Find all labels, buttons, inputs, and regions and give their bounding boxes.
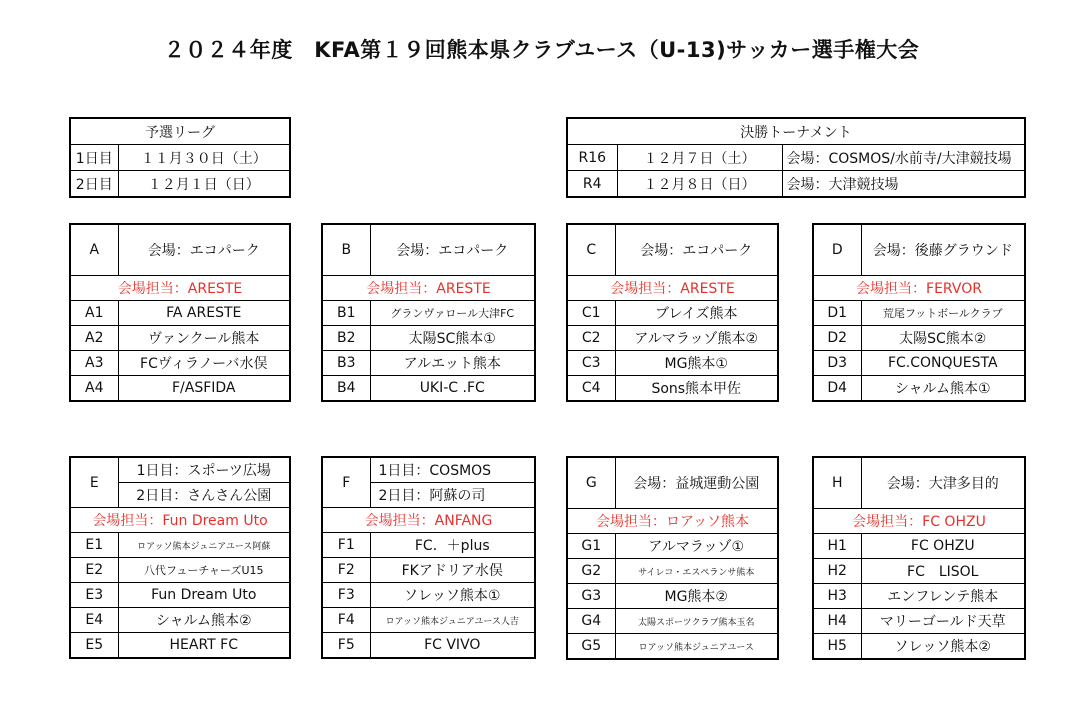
- venue-manager: 会場担当：ARESTE: [322, 276, 535, 301]
- team-code: E4: [70, 608, 118, 633]
- group-venue: 会場：エコパーク: [370, 224, 535, 276]
- round-venue: 会場：大津競技場: [782, 171, 1025, 198]
- group-venue-day2: 2日目：さんさん公園: [118, 483, 290, 508]
- team-code: G4: [567, 609, 615, 634]
- team-name: 太陽スポーツクラブ熊本玉名: [615, 609, 778, 634]
- group-a-table: [69, 223, 291, 402]
- group-letter: H: [813, 457, 861, 509]
- team-name: エンフレンテ熊本: [861, 584, 1025, 609]
- group-c-table: [566, 223, 779, 402]
- team-name: ロアッソ熊本ジュニアユース阿蘇: [118, 533, 290, 558]
- team-code: D2: [813, 326, 861, 351]
- team-name: FCヴィラノーバ水俣: [118, 351, 290, 376]
- venue-manager: 会場担当：ARESTE: [70, 276, 290, 301]
- group-letter: B: [322, 224, 370, 276]
- team-name: アルマラッゾ①: [615, 534, 778, 559]
- team-name: アルマラッゾ熊本②: [615, 326, 778, 351]
- team-name: FC．＋plus: [370, 533, 535, 558]
- group-letter: F: [322, 457, 370, 508]
- team-name: FC OHZU: [861, 534, 1025, 559]
- qualifying-header: 予選リーグ: [70, 118, 290, 145]
- venue-manager: 会場担当：ARESTE: [567, 276, 778, 301]
- group-venue: 会場：エコパーク: [118, 224, 290, 276]
- team-code: C4: [567, 376, 615, 402]
- venue-manager: 会場担当：ANFANG: [322, 508, 535, 533]
- team-code: F5: [322, 633, 370, 659]
- team-code: A4: [70, 376, 118, 402]
- team-name: F/ASFIDA: [118, 376, 290, 402]
- team-code: H4: [813, 609, 861, 634]
- team-code: B2: [322, 326, 370, 351]
- venue-manager: 会場担当：ロアッソ熊本: [567, 509, 778, 534]
- team-code: E3: [70, 583, 118, 608]
- venue-manager: 会場担当：FC OHZU: [813, 509, 1025, 534]
- qualifying-schedule-table: [69, 117, 291, 198]
- team-code: F2: [322, 558, 370, 583]
- team-code: D4: [813, 376, 861, 402]
- day-label: 2日目: [70, 171, 118, 198]
- team-name: ブレイズ熊本: [615, 301, 778, 326]
- final-schedule-table: [566, 117, 1026, 198]
- group-f-table: [321, 456, 536, 659]
- team-name: Fun Dream Uto: [118, 583, 290, 608]
- team-name: 太陽SC熊本②: [861, 326, 1025, 351]
- team-name: サイレコ・エスペランサ熊本: [615, 559, 778, 584]
- round-date: １２月８日（日）: [617, 171, 782, 198]
- team-code: E5: [70, 633, 118, 659]
- team-code: A1: [70, 301, 118, 326]
- team-name: MG熊本②: [615, 584, 778, 609]
- team-name: FA ARESTE: [118, 301, 290, 326]
- team-name: FC.CONQUESTA: [861, 351, 1025, 376]
- team-name: MG熊本①: [615, 351, 778, 376]
- day-date: １１月３０日（土）: [118, 145, 290, 171]
- group-venue: 会場：後藤グラウンド: [861, 224, 1025, 276]
- team-name: UKI-C .FC: [370, 376, 535, 402]
- group-letter: E: [70, 457, 118, 508]
- team-name: シャルム熊本①: [861, 376, 1025, 402]
- group-venue: 会場：エコパーク: [615, 224, 778, 276]
- group-letter: A: [70, 224, 118, 276]
- team-name: マリーゴールド天草: [861, 609, 1025, 634]
- group-d-table: [812, 223, 1026, 402]
- group-letter: D: [813, 224, 861, 276]
- team-code: C2: [567, 326, 615, 351]
- group-venue: 会場：大津多目的: [861, 457, 1025, 509]
- group-venue-day2: 2日目：阿蘇の司: [370, 483, 535, 508]
- round-venue: 会場：COSMOS/水前寺/大津競技場: [782, 145, 1025, 171]
- team-code: H3: [813, 584, 861, 609]
- team-name: シャルム熊本②: [118, 608, 290, 633]
- round-label: R16: [567, 145, 617, 171]
- group-h-table: [812, 456, 1026, 660]
- team-code: F3: [322, 583, 370, 608]
- team-name: FC VIVO: [370, 633, 535, 659]
- team-name: ソレッソ熊本②: [861, 634, 1025, 660]
- team-name: グランヴァロール大津FC: [370, 301, 535, 326]
- team-code: H5: [813, 634, 861, 660]
- day-label: 1日目: [70, 145, 118, 171]
- team-name: 荒尾フットボールクラブ: [861, 301, 1025, 326]
- team-code: D1: [813, 301, 861, 326]
- team-code: C1: [567, 301, 615, 326]
- team-name: FKアドリア水俣: [370, 558, 535, 583]
- team-code: A3: [70, 351, 118, 376]
- day-date: １２月１日（日）: [118, 171, 290, 198]
- team-name: HEART FC: [118, 633, 290, 659]
- team-code: G1: [567, 534, 615, 559]
- team-code: E2: [70, 558, 118, 583]
- group-e-table: [69, 456, 291, 659]
- group-venue-day1: 1日目：スポーツ広場: [118, 457, 290, 483]
- team-name: ロアッソ熊本ジュニアユース人吉: [370, 608, 535, 633]
- team-code: H2: [813, 559, 861, 584]
- team-code: B4: [322, 376, 370, 402]
- team-name: ソレッソ熊本①: [370, 583, 535, 608]
- group-b-table: [321, 223, 536, 402]
- team-code: E1: [70, 533, 118, 558]
- team-name: FC LISOL: [861, 559, 1025, 584]
- page-title: ２０２４年度 KFA第１９回熊本県クラブユース（U-13)サッカー選手権大会: [163, 38, 920, 62]
- team-code: C3: [567, 351, 615, 376]
- group-venue-day1: 1日目：COSMOS: [370, 457, 535, 483]
- team-code: F4: [322, 608, 370, 633]
- team-name: 太陽SC熊本①: [370, 326, 535, 351]
- team-code: G3: [567, 584, 615, 609]
- team-code: G2: [567, 559, 615, 584]
- team-name: ヴァンクール熊本: [118, 326, 290, 351]
- team-name: ロアッソ熊本ジュニアユース: [615, 634, 778, 660]
- team-code: H1: [813, 534, 861, 559]
- round-date: １２月７日（土）: [617, 145, 782, 171]
- team-code: D3: [813, 351, 861, 376]
- team-name: 八代フューチャーズU15: [118, 558, 290, 583]
- team-code: G5: [567, 634, 615, 660]
- team-code: B1: [322, 301, 370, 326]
- team-code: F1: [322, 533, 370, 558]
- group-venue: 会場：益城運動公園: [615, 457, 778, 509]
- final-header: 決勝トーナメント: [567, 118, 1025, 145]
- venue-manager: 会場担当：FERVOR: [813, 276, 1025, 301]
- team-code: A2: [70, 326, 118, 351]
- team-name: Sons熊本甲佐: [615, 376, 778, 402]
- team-code: B3: [322, 351, 370, 376]
- team-name: アルエット熊本: [370, 351, 535, 376]
- venue-manager: 会場担当：Fun Dream Uto: [70, 508, 290, 533]
- group-letter: G: [567, 457, 615, 509]
- group-letter: C: [567, 224, 615, 276]
- group-g-table: [566, 456, 779, 660]
- round-label: R4: [567, 171, 617, 198]
